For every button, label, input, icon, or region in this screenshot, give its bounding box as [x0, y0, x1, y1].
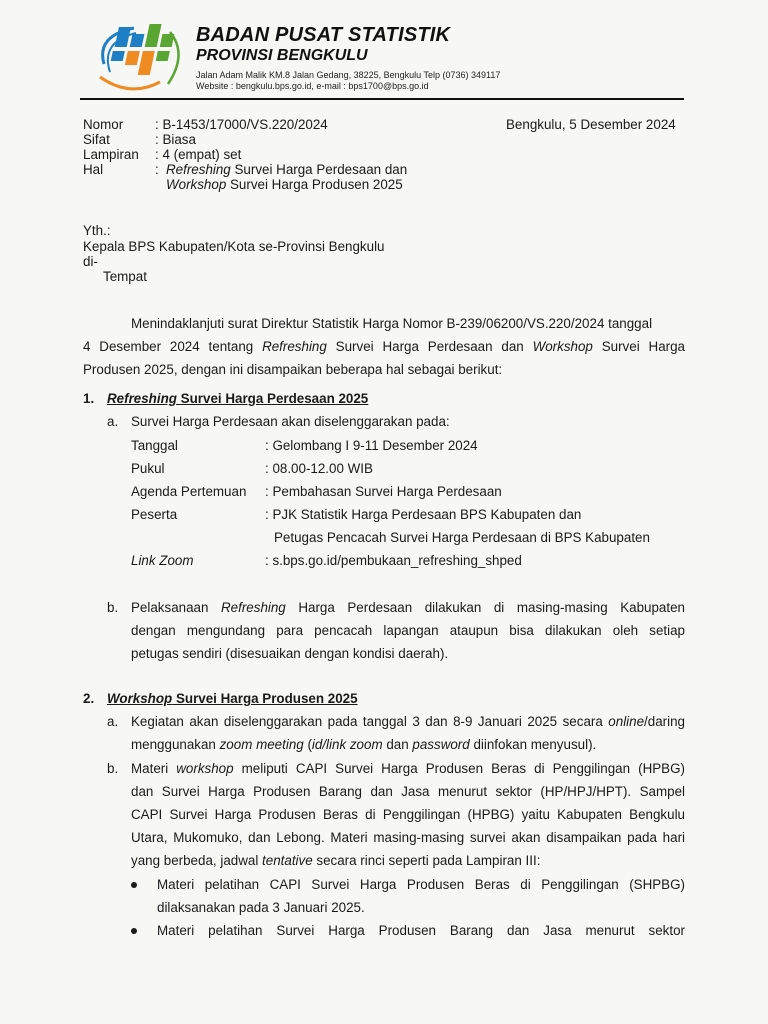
section-2b-line-1: Materi workshop meliputi CAPI Survei Harga Produsen Beras di Penggilingan (HPBG): [131, 761, 685, 776]
recipient-name: Kepala BPS Kabupaten/Kota se-Provinsi Bengkulu: [83, 239, 385, 254]
sifat-label: Sifat: [83, 132, 110, 147]
schedule-label: Link Zoom: [131, 553, 194, 568]
bullet-2-line-1: Materi pelatihan Survei Harga Produsen Barang dan Jasa menurut sektor: [157, 923, 685, 938]
zoom-link[interactable]: : s.bps.go.id/pembukaan_refreshing_shped: [265, 553, 522, 568]
section-1-title: Refreshing Survei Harga Perdesaan 2025: [107, 391, 369, 406]
section-2b-line-3: CAPI Survei Harga Produsen Beras di Penggilingan (HPBG) yaitu Kabupaten Bengkulu: [131, 807, 685, 822]
hal-line-1: Refreshing Survei Harga Perdesaan dan: [166, 162, 408, 177]
intro-line-1: Menindaklanjuti surat Direktur Statistik Harga Nomor B-239/06200/VS.220/2024 tanggal: [131, 316, 653, 331]
bullet-icon: [131, 882, 137, 888]
hal-label: Hal: [83, 162, 104, 177]
section-2a-line-1: Kegiatan akan diselenggarakan pada tanggal 3 dan 8-9 Januari 2025 secara online/daring: [131, 714, 685, 729]
place-date: Bengkulu, 5 Desember 2024: [506, 117, 676, 132]
schedule-value: : PJK Statistik Harga Perdesaan BPS Kabupaten dan: [265, 507, 582, 522]
section-2-number: 2.: [83, 691, 95, 706]
hal-colon: :: [155, 162, 159, 177]
header-rule: [80, 98, 684, 100]
org-name: BADAN PUSAT STATISTIK: [196, 24, 451, 46]
section-2a-marker: a.: [107, 714, 119, 729]
section-2b-line-4: Utara, Mukomuko, dan Lebong. Materi masing-masing survei akan disampaikan pada hari: [131, 830, 685, 845]
recipient-di: di-: [83, 254, 98, 269]
section-2-title: Workshop Survei Harga Produsen 2025: [107, 691, 358, 706]
lampiran-label: Lampiran: [83, 147, 139, 162]
bullet-1-line-2: dilaksanakan pada 3 Januari 2025.: [157, 900, 365, 915]
section-1-number: 1.: [83, 391, 95, 406]
nomor-label: Nomor: [83, 117, 124, 132]
section-1a-marker: a.: [107, 414, 119, 429]
section-2a-line-2: menggunakan zoom meeting (id/link zoom dan password diinfokan menyusul).: [131, 737, 597, 752]
schedule-value: : Pembahasan Survei Harga Perdesaan: [265, 484, 502, 499]
schedule-label: Tanggal: [131, 438, 178, 453]
section-1b-marker: b.: [107, 600, 119, 615]
schedule-label: Pukul: [131, 461, 165, 476]
bps-logo: [90, 22, 190, 96]
schedule-value: : Gelombang I 9-11 Desember 2024: [265, 438, 478, 453]
nomor-value: : B-1453/17000/VS.220/2024: [155, 117, 328, 132]
schedule-label: Peserta: [131, 507, 178, 522]
bullet-icon: [131, 928, 137, 934]
section-1b-line-2: dengan mengundang para pencacah lapangan ataupun bisa dilakukan oleh setiap: [131, 623, 685, 638]
schedule-label: Agenda Pertemuan: [131, 484, 247, 499]
recipient-yth: Yth.:: [83, 223, 111, 238]
hal-line-2: Workshop Survei Harga Produsen 2025: [166, 177, 403, 192]
section-1a-text: Survei Harga Perdesaan akan diselenggarakan pada:: [131, 414, 450, 429]
bullet-1-line-1: Materi pelatihan CAPI Survei Harga Produsen Beras di Penggilingan (SHPBG): [157, 877, 685, 892]
lampiran-value: : 4 (empat) set: [155, 147, 242, 162]
section-2b-line-2: dan Survei Harga Produsen Barang dan Jasa menurut sektor (HP/HPJ/HPT). Sampel: [131, 784, 685, 799]
section-2b-line-5: yang berbeda, jadwal tentative secara rinci seperti pada Lampiran III:: [131, 853, 541, 868]
org-address: Jalan Adam Malik KM.8 Jalan Gedang, 38225, Bengkulu Telp (0736) 349117: [196, 70, 501, 80]
section-1b-line-3: petugas sendiri (disesuaikan dengan kondisi daerah).: [131, 646, 449, 661]
section-2b-marker: b.: [107, 761, 119, 776]
section-1b-line-1: Pelaksanaan Refreshing Harga Perdesaan dilakukan di masing-masing Kabupaten: [131, 600, 685, 615]
schedule-value: Petugas Pencacah Survei Harga Perdesaan di BPS Kabupaten: [274, 530, 650, 545]
recipient-tempat: Tempat: [103, 269, 147, 284]
org-website: Website : bengkulu.bps.go.id, e-mail : bps1700@bps.go.id: [196, 81, 429, 91]
org-region: PROVINSI BENGKULU: [196, 47, 368, 64]
schedule-value: : 08.00-12.00 WIB: [265, 461, 373, 476]
intro-line-2: 4 Desember 2024 tentang Refreshing Survei Harga Perdesaan dan Workshop Survei Harga: [83, 339, 685, 354]
sifat-value: : Biasa: [155, 132, 196, 147]
intro-line-3: Produsen 2025, dengan ini disampaikan beberapa hal sebagai berikut:: [83, 362, 503, 377]
